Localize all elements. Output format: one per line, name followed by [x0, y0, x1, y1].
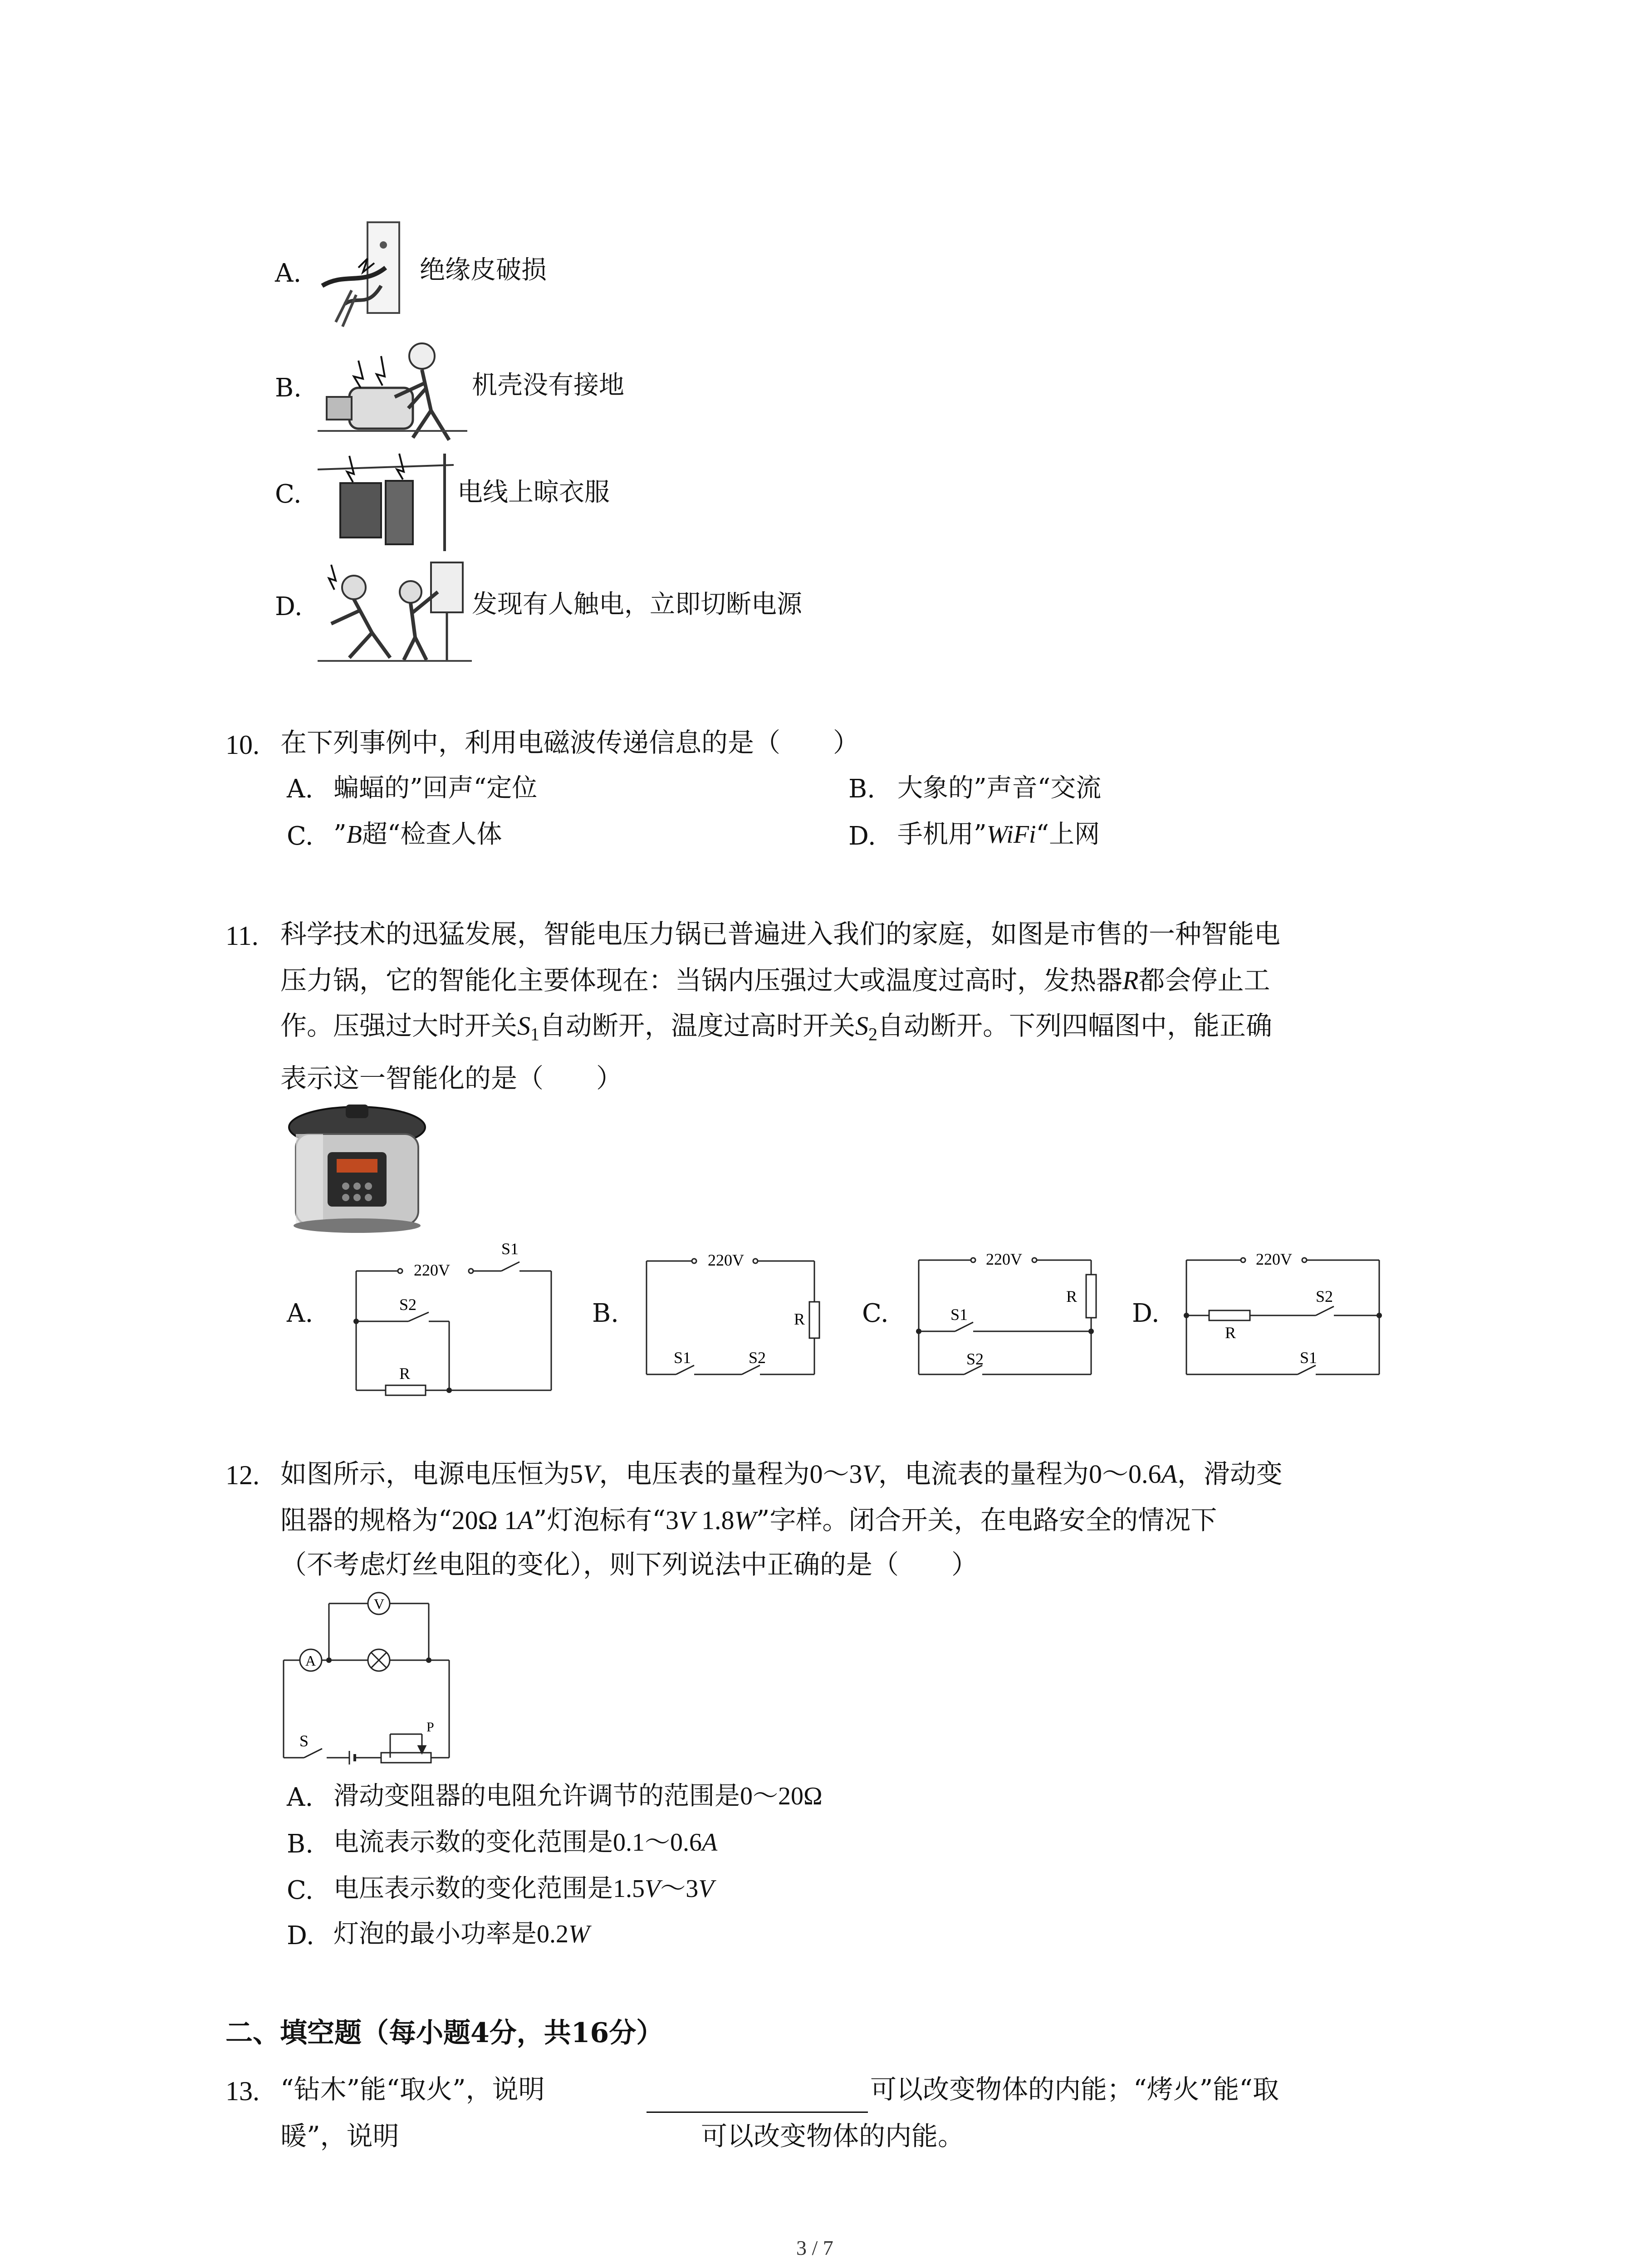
option-text: 灯泡的最小功率是0.2W — [333, 1919, 590, 1949]
question-number: 10. — [225, 730, 260, 760]
circuit-diagram-b — [640, 1234, 830, 1383]
option-text: 手机用”WiFi“上网 — [897, 820, 1100, 849]
stem-line: （不考虑灯丝电阻的变化），则下列说法中正确的是（ ） — [280, 1549, 978, 1580]
circuit-diagram-a — [345, 1234, 563, 1397]
option-letter: B. — [848, 774, 875, 804]
option-text: 电线上晾衣服 — [457, 478, 610, 507]
voltage-label: 220V — [986, 1250, 1022, 1268]
resistor-label: R — [794, 1310, 805, 1328]
rescue-electrocution-illustration — [318, 556, 472, 665]
option-letter: C. — [275, 479, 302, 509]
option-text: 滑动变阻器的电阻允许调节的范围是0～20Ω — [333, 1781, 823, 1811]
section-heading: 二、填空题（每小题4分，共16分） — [225, 2017, 664, 2049]
voltage-label: 220V — [708, 1251, 744, 1269]
option-text: 大象的”声音“交流 — [897, 773, 1102, 803]
question-number: 13. — [225, 2076, 260, 2106]
voltage-label: 220V — [414, 1261, 450, 1279]
s2-label: S2 — [399, 1295, 417, 1314]
option-letter: B. — [275, 373, 302, 403]
option-letter: C. — [287, 821, 314, 851]
stem-line: 压力锅，它的智能化主要体现在：当锅内压强过大或温度过高时，发热器R都会停止工 — [280, 965, 1270, 996]
option-letter: A. — [275, 259, 302, 288]
ammeter-label: A — [305, 1652, 316, 1669]
option-letter: A. — [287, 774, 314, 804]
option-letter: B. — [287, 1829, 314, 1859]
circuit-option-letter: A. — [287, 1299, 314, 1328]
answer-blank-1[interactable] — [647, 2112, 868, 2113]
option-text: 电流表示数的变化范围是0.1～0.6A — [333, 1828, 718, 1857]
answer-blank-2[interactable] — [439, 2158, 698, 2160]
circuit-option-letter: D. — [1132, 1299, 1160, 1328]
option-text: 发现有人触电，立即切断电源 — [472, 590, 802, 619]
s2-label: S2 — [749, 1349, 766, 1367]
s1-label: S1 — [950, 1305, 968, 1324]
question-number: 11. — [225, 921, 259, 951]
question-stem: 在下列事例中，利用电磁波传递信息的是（ ） — [280, 727, 860, 758]
resistor-label: R — [399, 1364, 411, 1383]
option-letter: D. — [275, 592, 303, 621]
page-number: 3 / 7 — [796, 2236, 833, 2259]
circuit-option-letter: B. — [592, 1299, 619, 1328]
option-text: 电压表示数的变化范围是1.5V～3V — [333, 1874, 714, 1903]
stem-text: 可以改变物体的内能；“烤火”能“取 — [870, 2074, 1279, 2105]
s1-label: S1 — [674, 1349, 691, 1367]
s1-label: S1 — [501, 1240, 519, 1258]
pressure-cooker-photo — [278, 1102, 436, 1238]
circuit-option-letter: C. — [862, 1299, 889, 1328]
option-text: 机壳没有接地 — [472, 371, 624, 400]
circuit-diagram-d — [1180, 1234, 1388, 1383]
s1-label: S1 — [1300, 1349, 1318, 1367]
stem-line: 作。压强过大时开关$S_1$自动断开，温度过高时开关$S_2$自动断开。下列四幅图中，能正确 — [280, 1010, 1273, 1045]
question-number: 12. — [225, 1460, 260, 1490]
voltage-label: 220V — [1256, 1250, 1292, 1268]
option-text: 蝙蝠的”回声“定位 — [333, 773, 538, 803]
stem-text: 可以改变物体的内能。 — [701, 2121, 965, 2151]
circuit-diagram-c — [910, 1234, 1118, 1383]
option-letter: A. — [287, 1783, 314, 1812]
clothes-on-wire-illustration — [318, 451, 467, 556]
option-letter: D. — [848, 821, 876, 851]
s2-label: S2 — [1316, 1287, 1333, 1305]
stem-text: 暖”，说明 — [280, 2121, 399, 2151]
resistor-label: R — [1225, 1324, 1236, 1342]
ungrounded-machine-illustration — [318, 333, 467, 447]
stem-line: 如图所示，电源电压恒为5V，电压表的量程为0～3V，电流表的量程为0～0.6A，滑动变 — [280, 1458, 1283, 1489]
stem-text: “钻木”能“取火”，说明 — [280, 2074, 545, 2105]
frayed-wire-illustration — [318, 218, 417, 340]
option-letter: C. — [287, 1876, 314, 1905]
stem-line: 表示这一智能化的是（ ） — [280, 1063, 623, 1094]
resistor-label: R — [1066, 1287, 1078, 1305]
voltmeter-label: V — [374, 1596, 385, 1612]
s2-label: S2 — [966, 1350, 984, 1368]
slider-label: P — [426, 1720, 434, 1735]
option-text: ”B超“检查人体 — [333, 820, 502, 849]
stem-line: 阻器的规格为“20Ω 1A”灯泡标有“3V 1.8W”字样。闭合开关，在电路安全的情况下 — [280, 1505, 1217, 1535]
stem-line: 科学技术的迅猛发展，智能电压力锅已普遍进入我们的家庭，如图是市售的一种智能电 — [280, 919, 1281, 949]
switch-label: S — [299, 1732, 309, 1750]
option-letter: D. — [287, 1921, 314, 1950]
option-text: 绝缘皮破损 — [420, 255, 547, 285]
series-circuit-diagram — [277, 1590, 458, 1771]
